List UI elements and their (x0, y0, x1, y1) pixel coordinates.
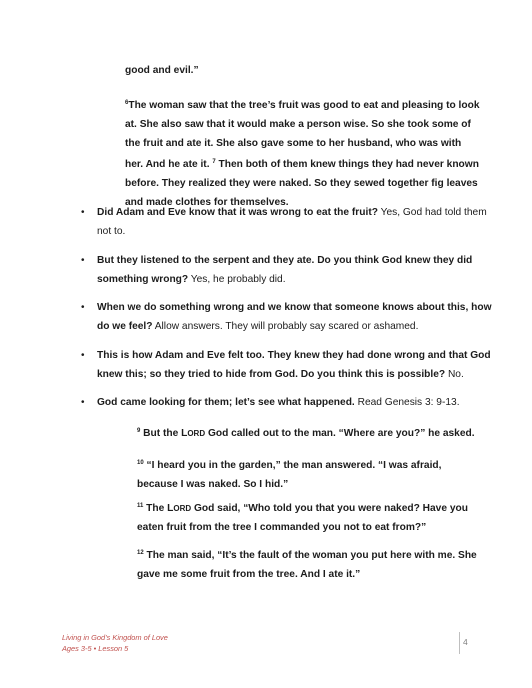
verse-12 (137, 544, 482, 584)
discussion-item (97, 251, 492, 289)
verse-number: 10 (137, 460, 144, 466)
verse-9 (137, 422, 482, 443)
verse-number: 9 (137, 428, 141, 434)
verse-text: God said, “Who told you that you were naked? Have you eaten fruit from the tree I commanded you not to eat from?” (137, 503, 468, 533)
answer-text: Read Genesis 3: 9-13. (354, 397, 460, 408)
answer-text: Allow answers. They will probably say scared or ashamed. (152, 321, 419, 332)
answer-text: No. (445, 369, 464, 380)
bullet: • (81, 255, 85, 266)
verse-6-7 (125, 94, 480, 212)
verse-10 (137, 454, 482, 494)
bullet: • (81, 397, 85, 408)
discussion-item (97, 203, 492, 241)
discussion-item (97, 346, 492, 384)
verse-number: 11 (137, 503, 144, 509)
discussion-item (97, 393, 492, 412)
verse-number: 6 (125, 100, 129, 106)
bullet: • (81, 350, 85, 361)
footer-lesson-info: Ages 3-5 • Lesson 5 (62, 644, 129, 653)
lord-rest: ORD (173, 504, 192, 513)
question-text: This is how Adam and Eve felt too. They knew they had done wrong and that God knew this; so they tried to hide from God. Do you think this is possible? (97, 350, 491, 380)
question-text: Did Adam and Eve know that it was wrong to eat the fruit? (97, 207, 378, 218)
bullet: • (81, 207, 85, 218)
verse-text: The woman saw that the tree’s fruit was good to eat and pleasing to look at. She also saw that it would make a person wise. So she took some of the fruit and ate it. She also gave some to her husband, who was with her. And he ate it. (125, 100, 480, 170)
bullet: • (81, 302, 85, 313)
answer-text: Yes, he probably did. (188, 274, 286, 285)
verse-text: The (143, 503, 168, 514)
lord-initial: L (181, 428, 188, 439)
verse-number: 12 (137, 550, 144, 556)
lord-rest: ORD (187, 429, 206, 438)
page-number: 4 (463, 637, 468, 647)
verse-number: 7 (212, 159, 216, 165)
discussion-item (97, 298, 492, 336)
lord-smallcaps (181, 428, 205, 439)
footer-divider (459, 632, 460, 654)
question-text: But they listened to the serpent and they ate. Do you think God knew they did something wrong? (97, 255, 473, 285)
verse-text: Then both of them knew things they had never known before. They realized they were naked. So they sewed together fig leaves and made clothes for themselves. (125, 159, 479, 208)
verse-5-tail: good and evil.” (125, 65, 199, 76)
question-text: When we do something wrong and we know that someone knows about this, how do we feel? (97, 302, 492, 332)
question-text: God came looking for them; let’s see what happened. (97, 397, 355, 408)
answer-text: Yes, God had told them not to. (97, 207, 487, 237)
verse-text: God called out to the man. “Where are you?” he asked. (205, 428, 475, 439)
verse-11 (137, 497, 482, 537)
verse-text: “I heard you in the garden,” the man answered. “I was afraid, because I was naked. So I hid.” (137, 460, 442, 490)
lord-initial: L (167, 503, 174, 514)
footer-course-title: Living in God’s Kingdom of Love (62, 633, 168, 642)
verse-text: But the (140, 428, 182, 439)
lord-smallcaps (167, 503, 191, 514)
verse-text: The man said, “It’s the fault of the woman you put here with me. She gave me some fruit from the tree. And I ate it.” (137, 550, 477, 580)
